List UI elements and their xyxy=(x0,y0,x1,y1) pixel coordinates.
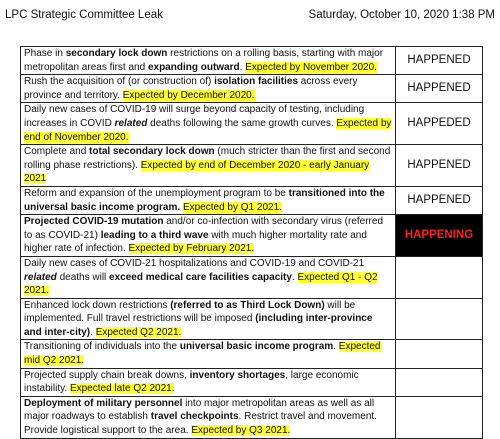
prediction-cell xyxy=(21,145,396,187)
prediction-cell xyxy=(21,47,396,75)
prediction-text: Projected supply chain break downs, xyxy=(24,369,190,381)
status-cell xyxy=(396,368,483,396)
prediction-text: with much higher mortality rate and higher rate of infection. xyxy=(24,229,367,255)
prediction-text: . xyxy=(90,326,96,338)
prediction-text: (including inter-province and inter-city) xyxy=(24,313,373,338)
prediction-text: . xyxy=(333,341,339,353)
expected-date-highlight: Expected by end of December 2020 - early January 2021 xyxy=(24,159,370,185)
prediction-text: inventory shortages xyxy=(189,369,286,381)
prediction-text: , large economic instability. xyxy=(24,369,359,395)
expected-date-highlight: Expected by Q3 2021. xyxy=(191,425,291,437)
expected-date-highlight: Expected Q2 2021. xyxy=(95,326,182,338)
prediction-text: deaths will xyxy=(56,271,110,283)
status-cell: HAPPENED xyxy=(396,47,483,75)
prediction-cell xyxy=(21,186,396,214)
table-row xyxy=(21,47,483,75)
prediction-cell xyxy=(21,256,396,298)
table-row xyxy=(21,368,483,396)
prediction-text: Enhanced lock down restrictions xyxy=(24,299,171,311)
table-row xyxy=(21,103,483,145)
status-alert-cell: HAPPENING xyxy=(396,215,483,257)
expected-date-highlight: Expected late Q2 2021. xyxy=(69,383,175,395)
table-row xyxy=(21,340,483,368)
expected-date-highlight: Expected Q1 - Q2 2021. xyxy=(24,271,378,297)
table-row xyxy=(21,396,483,438)
document-header xyxy=(5,9,495,25)
leak-table xyxy=(20,46,483,439)
document-datetime: Saturday, October 10, 2020 1:38 PM xyxy=(308,9,495,21)
prediction-cell xyxy=(21,340,396,368)
status-cell xyxy=(396,298,483,340)
prediction-text: secondary lock down xyxy=(65,48,168,59)
prediction-cell xyxy=(21,75,396,103)
prediction-text: restrictions on a rolling basis, starting with major metropolitan areas first and xyxy=(24,48,384,73)
prediction-text: leading to a third wave xyxy=(100,229,209,241)
prediction-text: Complete and xyxy=(24,146,90,158)
prediction-text: isolation facilities xyxy=(214,76,299,88)
prediction-cell xyxy=(21,396,396,438)
table-row xyxy=(21,75,483,103)
prediction-text: (referred to as Third Lock Down) xyxy=(170,299,325,311)
prediction-text: . xyxy=(239,61,246,73)
document-title: LPC Strategic Committee Leak xyxy=(5,9,163,21)
status-cell: HAPPENED xyxy=(396,145,483,187)
status-cell xyxy=(396,396,483,438)
prediction-text: expanding outward xyxy=(147,61,240,73)
prediction-text: Transitioning of individuals into the xyxy=(24,341,180,353)
prediction-text: . Restrict travel and movement. Provide logistical support to the area. xyxy=(24,411,377,437)
prediction-text: Daily new cases of COVID-21 hospitalizations and COVID-19 and COVID-21 xyxy=(24,257,365,269)
prediction-text: (much stricter than the first and second rolling phase restrictions). xyxy=(24,146,391,171)
status-cell: HAPPENED xyxy=(396,75,483,103)
status-cell: HAPPENED xyxy=(396,186,483,214)
prediction-text: across every province and territory. xyxy=(24,76,358,101)
prediction-text: Rush the acquisition of (or construction of) xyxy=(24,76,215,88)
prediction-text: Reform and expansion of the unemployment program to be xyxy=(24,187,289,199)
prediction-text: related xyxy=(114,117,148,129)
prediction-text: Daily new cases of COVID-19 will surge beyond capacity of testing, including increases in COVID xyxy=(24,104,365,129)
table-row xyxy=(21,298,483,340)
expected-date-highlight: Expected mid Q2 2021. xyxy=(24,341,381,367)
expected-date-highlight: Expected by February 2021. xyxy=(128,243,255,255)
prediction-text: will be implemented. Full travel restrictions will be imposed xyxy=(24,299,356,325)
prediction-cell xyxy=(21,298,396,340)
prediction-text: Deployment of military personnel xyxy=(24,397,183,409)
prediction-text: deaths following the same growth curves. xyxy=(147,117,337,129)
status-cell xyxy=(396,256,483,298)
prediction-cell xyxy=(21,368,396,396)
prediction-cell xyxy=(21,215,396,257)
prediction-text: related xyxy=(24,271,57,283)
table-row xyxy=(21,145,483,187)
prediction-text: Projected COVID-19 mutation xyxy=(24,216,164,228)
prediction-text: Phase in xyxy=(24,48,66,59)
table-row xyxy=(21,256,483,298)
prediction-cell xyxy=(21,103,396,145)
table-row xyxy=(21,186,483,214)
prediction-text: travel checkpoints xyxy=(150,411,239,423)
prediction-text: exceed medical care facilities capacity xyxy=(109,271,292,283)
prediction-text: total secondary lock down xyxy=(89,146,215,158)
expected-date-highlight: Expected by November 2020. xyxy=(245,61,377,73)
prediction-text: . xyxy=(291,271,298,283)
expected-date-highlight: Expected by Q1 2021. xyxy=(182,201,282,213)
expected-date-highlight: Expected by end of November 2020. xyxy=(24,117,392,143)
status-cell: HAPPEDED xyxy=(396,103,483,145)
prediction-text: transitioned into the universal basic income program. xyxy=(24,187,385,213)
prediction-text: universal basic income program xyxy=(179,341,334,353)
expected-date-highlight: Expected by December 2020. xyxy=(122,89,255,101)
leak-table-body xyxy=(21,47,483,439)
prediction-text: and/or co-infection with secondary virus (referred to as COVID-21) xyxy=(24,216,384,241)
table-row xyxy=(21,215,483,257)
prediction-text: into major metropolitan areas as well as all major roadways to establish xyxy=(24,397,375,423)
status-cell xyxy=(396,340,483,368)
